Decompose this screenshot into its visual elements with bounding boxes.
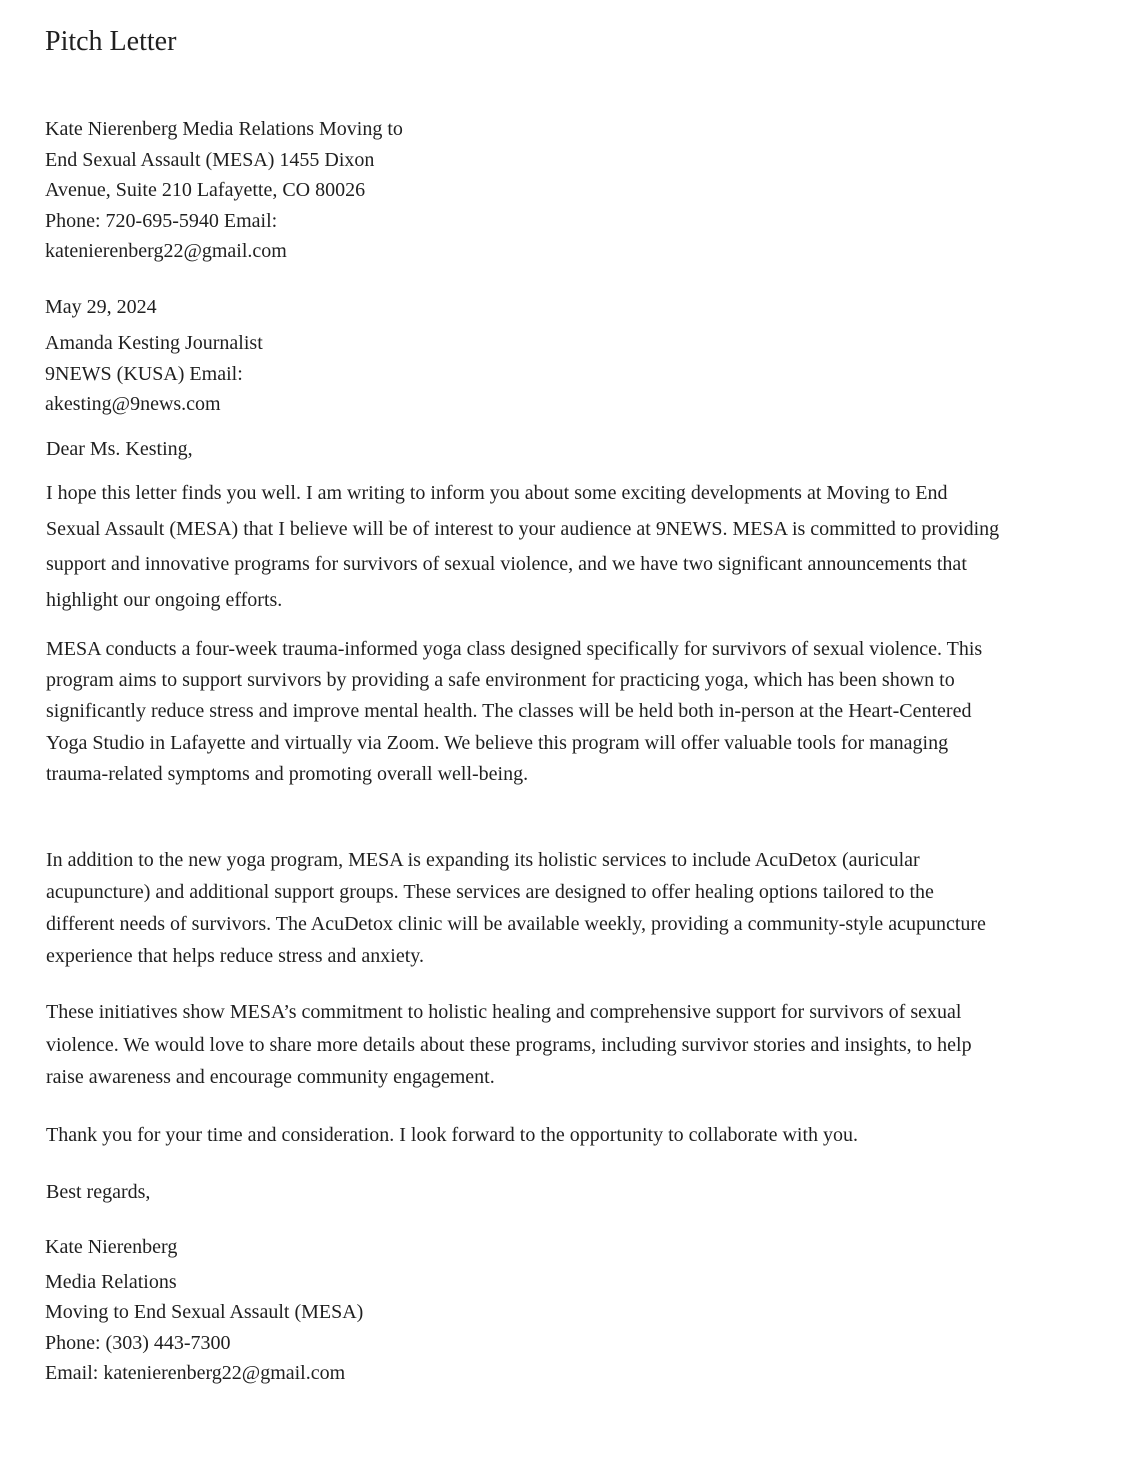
- sender-line: Avenue, Suite 210 Lafayette, CO 80026: [45, 179, 366, 202]
- recipient-address-block: [45, 328, 263, 420]
- signature-organization: Moving to End Sexual Assault (MESA): [45, 1301, 364, 1324]
- sender-address-block: [45, 114, 403, 267]
- signature-block: [45, 1232, 363, 1389]
- recipient-email: akesting@9news.com: [45, 393, 221, 416]
- body-paragraph-thanks: Thank you for your time and consideration. I look forward to the opportunity to collaborate with you.: [46, 1124, 859, 1146]
- salutation: Dear Ms. Kesting,: [46, 438, 193, 460]
- signature-title: Media Relations: [45, 1270, 177, 1293]
- page-title: Pitch Letter: [45, 26, 177, 57]
- sender-line: Kate Nierenberg Media Relations Moving to: [45, 118, 403, 140]
- signature-email: Email: katenierenberg22@gmail.com: [45, 1362, 346, 1385]
- body-paragraph-yoga: MESA conducts a four-week trauma-informed yoga class designed specifically for survivors of sexual violence. This program aims to support survivors by providing a safe environment for practicing yoga, which has been shown to significantly reduce stress and improve mental health. The classes will be held both in-person at the Heart-Centered Yoga Studio in Lafayette and virtually via Zoom. We believe this program will offer valuable tools for managing trauma-related symptoms and promoting overall well-being.: [46, 638, 983, 785]
- sender-line: End Sexual Assault (MESA) 1455 Dixon: [45, 148, 375, 171]
- body-paragraph-intro: I hope this letter finds you well. I am writing to inform you about some exciting developments at Moving to End Sexual Assault (MESA) that I believe will be of interest to your audience at 9NEWS. MESA is committed to providing support and innovative programs for survivors of sexual violence, and we have two significant announcements that highlight our ongoing efforts.: [46, 482, 1000, 611]
- recipient-line: Amanda Kesting Journalist: [45, 332, 263, 354]
- date-text: May 29, 2024: [45, 296, 157, 318]
- sender-line: Phone: 720-695-5940 Email:: [45, 209, 278, 232]
- body-paragraph-initiatives: These initiatives show MESA’s commitment to holistic healing and comprehensive support for survivors of sexual violence. We would love to share more details about these programs, including survivor stories and insights, to help raise awareness and encourage community engagement.: [46, 1001, 972, 1088]
- signature-phone: Phone: (303) 443-7300: [45, 1331, 231, 1354]
- signature-name: Kate Nierenberg: [45, 1236, 178, 1258]
- body-paragraph-acudetox: In addition to the new yoga program, MESA is expanding its holistic services to include AcuDetox (auricular acupuncture) and additional support groups. These services are designed to offer healing options tailored to the different needs of survivors. The AcuDetox clinic will be available weekly, providing a community-style acupuncture experience that helps reduce stress and anxiety.: [46, 849, 986, 967]
- recipient-line: 9NEWS (KUSA) Email:: [45, 362, 243, 385]
- closing: Best regards,: [46, 1181, 151, 1203]
- letter-date: [45, 292, 157, 323]
- sender-email: katenierenberg22@gmail.com: [45, 240, 287, 263]
